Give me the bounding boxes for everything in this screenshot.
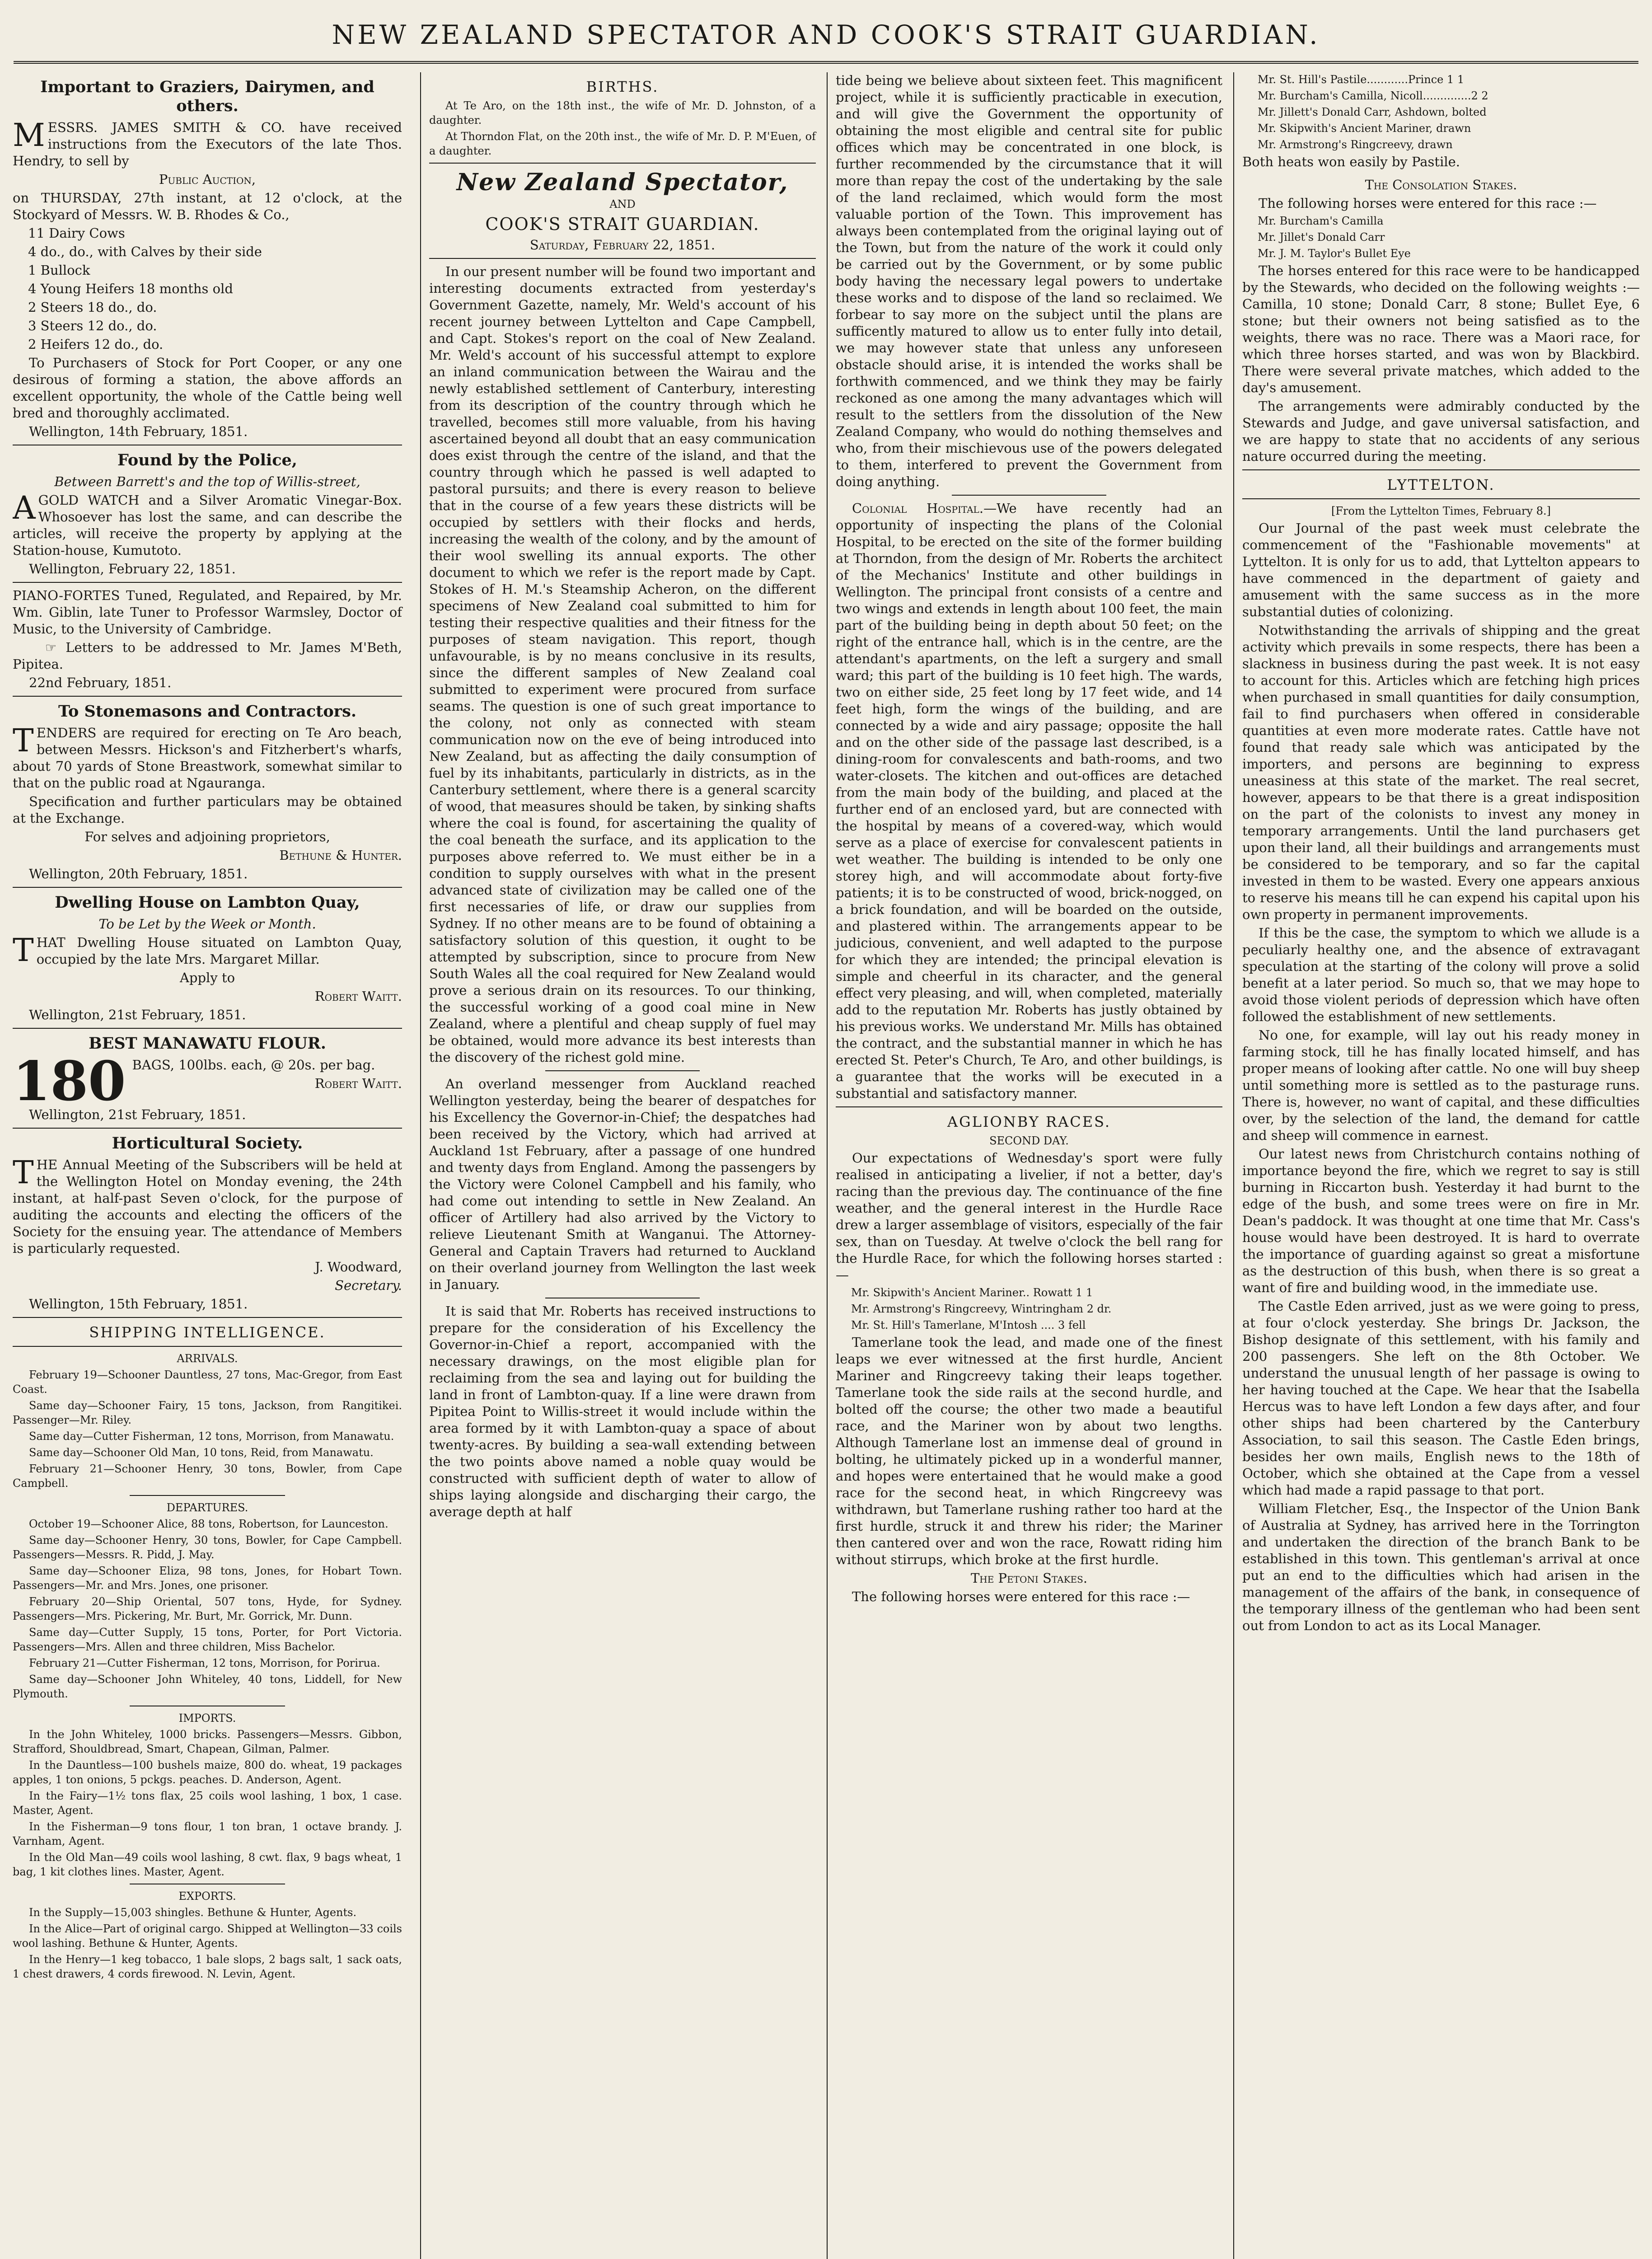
import-item: In the Fisherman—9 tons flour, 1 ton bran, 1 octave brandy. J. Varnham, Agent. xyxy=(13,1820,402,1847)
races-para: The arrangements were admirably conducted by the Stewards and Judge, and gave universal satisfaction, and we are happy to state that no accidents of any serious nature occurred during the meeting. xyxy=(1242,398,1640,464)
arrival-item: Same day—Cutter Fisherman, 12 tons, Morrison, from Manawatu. xyxy=(29,1430,394,1443)
departure-item: Same day—Schooner Eliza, 98 tons, Jones, for Hobart Town. Passengers—Mr. and Mrs. Jones, one prisoner. xyxy=(13,1565,402,1592)
consolation-item: Mr. Jillet's Donald Carr xyxy=(1258,231,1385,244)
ad-graziers-date: Wellington, 14th February, 1851. xyxy=(29,424,248,439)
editorial-para: An overland messenger from Auckland reached Wellington yesterday, being the bearer of despatches for his Excellency the Governor-in-Chief; the despatches had been received by the Victory, which had arrived at Auckland 1st February, after a passage of one hundred and twenty days from England. Among the passengers by the Victory were Colonel Campbell and his family, who had come out intending to settle in New Zealand. An officer of Artillery had also arrived by the Victory to relieve Lieutenant Smith at Wanganui. The Attorney-General and Captain Travers had returned to Auckland on their overland journey from Wellington the last week in January. xyxy=(429,1076,816,1292)
editorial-para: It is said that Mr. Roberts has received instructions to prepare for the consideration of his Excellency the Governor-in-Chief a report, accompanied with the necessary drawings, on the most eligible plan for reclaiming from the sea and laying out for building the land in front of Lambton-quay. If a line were drawn from Pipitea Point to Willis-street it would include within the area formed by it with Lambton-quay a space of about twenty-acres. By building a sea-wall extending between the two points above named a noble quay would be constructed with sufficient depth of water to allow of ships laying alongside and discharging their cargo, the average depth at half xyxy=(429,1303,816,1519)
petoni-heading: The Petoni Stakes. xyxy=(970,1570,1088,1586)
ad-police-date: Wellington, February 22, 1851. xyxy=(29,561,236,576)
ad-horticultural-body: THE Annual Meeting of the Subscribers will be held at the Wellington Hotel on Monday evening, the 24th instant, at half-past Seven o'clock, for the purpose of auditing the accounts and electing the officers of the Society for the ensuing year. The attendance of Members is particularly requested. xyxy=(13,1154,402,1256)
ad-horticultural-role: Secretary. xyxy=(335,1278,402,1293)
ad-stonemasons-body3: For selves and adjoining proprietors, xyxy=(84,829,330,844)
lyttelton-para: William Fletcher, Esq., the Inspector of the Union Bank of Australia at Sydney, has arrived here in the Torrington and undertaken the direction of the branch Bank to be established in this town. This gentleman's arrival at once put an end to the difficulties which had arisen in the management of the affairs of the bank, in consequence of the temporary illness of the gentleman who had been sent out from London to act as its Local Manager. xyxy=(1242,1501,1640,1633)
imports-heading: IMPORTS. xyxy=(178,1712,236,1725)
masthead-rule xyxy=(14,61,1638,64)
lyttelton-para: If this be the case, the symptom to which we allude is a peculiarly healthy one, and the absence of extravagant speculation at the starting of the colony will prove a solid benefit at a later period. So much so, that we may hope to avoid those violent periods of depression which have often followed the establishment of new settlements. xyxy=(1242,925,1640,1024)
stock-item: 3 Steers 12 do., do. xyxy=(28,318,157,333)
ad-horticultural-date: Wellington, 15th February, 1851. xyxy=(29,1296,248,1312)
ad-horticultural-sign: J. Woodward, xyxy=(315,1259,402,1275)
ad-piano-letters: ☞ Letters to be addressed to Mr. James M'Beth, Pipitea. xyxy=(13,640,402,672)
races-para: The following horses were entered for this race :— xyxy=(852,1589,1190,1604)
ad-dwelling-sign: Robert Waitt. xyxy=(314,989,402,1004)
exports-heading: EXPORTS. xyxy=(178,1890,236,1903)
import-item: In the Dauntless—100 bushels maize, 800 do. wheat, 19 packages apples, 1 ton onions, 5 pckgs. peaches. D. Anderson, Agent. xyxy=(13,1759,402,1786)
arrival-item: February 19—Schooner Dauntless, 27 tons, Mac-Gregor, from East Coast. xyxy=(13,1369,402,1396)
stock-item: 4 Young Heifers 18 months old xyxy=(28,281,233,296)
ad-horticultural-heading: Horticultural Society. xyxy=(112,1134,303,1153)
hospital-para: Colonial Hospital.—We have recently had an opportunity of inspecting the plans of the Colonial Hospital, to be erected on the site of the former building at Thorndon, from the design of Mr. Roberts the architect of the Mechanics' Institute and other buildings in Wellington. The principal front consists of a centre and two wings and extends in length about 100 feet, the main part of the building being in depth about 50 feet; on the right of the entrance hall, which is in the centre, are the attendant's apartments, on the left a surgery and small ward; this part of the building is 10 feet high. The wards, two on either side, 25 feet long by 17 feet wide, and 14 feet high, form the wings of the building, and are connected by a wide and airy passage; opposite the hall and on the other side of the passage last described, is a dining-room for convalescents and bath-rooms, and two water-closets. The kitchen and out-offices are detached from the main body of the building, and placed at the further end of an enclosed yard, but are connected with the hospital by means of a covered-way, which would serve as a place of exercise for convalescent patients in wet weather. The building is intended to be only one storey high, and will accommodate about forty-five patients; it is to be constructed of wood, brick-nogged, on a brick foundation, and will be boarded on the outside, and plastered within. The arrangements appear to be judicious, convenient, and well adapted to the purpose for which they are intended; the principal elevation is simple and cheerful in its character, and the general effect very pleasing, and will, when completed, materially add to the reputation Mr. Roberts has justly obtained by his previous works. We understand Mr. Mills has obtained the contract, and the substantial manner in which he has erected St. Peter's Church, Te Aro, and other buildings, is a guarantee that the works will be executed in a substantial and satisfactory manner. xyxy=(836,501,1223,1101)
ad-dwelling-apply: Apply to xyxy=(179,970,235,985)
hurdle-starters xyxy=(836,1285,1222,1332)
consolation-intro: The following horses were entered for this race :— xyxy=(1259,196,1597,211)
races-para: Our expectations of Wednesday's sport were fully realised in anticipating a livelier, if not a better, day's racing than the previous day. The continuance of the fine weather, and the general interest in the Hurdle Race drew a larger assemblage of visitors, especially of the fair sex, than on Tuesday. At twelve o'clock the bell rang for the Hurdle Race, for which the following horses started :— xyxy=(836,1150,1222,1283)
column-2 xyxy=(420,72,824,2259)
column-4 xyxy=(1233,72,1640,2259)
divider xyxy=(836,1106,1222,1107)
pointing-hand-icon: ☞ xyxy=(45,640,57,655)
consolation-item: Mr. J. M. Taylor's Bullet Eye xyxy=(1258,247,1411,260)
divider xyxy=(1242,498,1640,499)
divider xyxy=(429,258,816,259)
divider xyxy=(13,1128,402,1129)
import-item: In the Fairy—1½ tons flax, 25 coils wool lashing, 1 box, 1 case. Master, Agent. xyxy=(13,1790,402,1817)
birth-notice: At Te Aro, on the 18th inst., the wife of Mr. D. Johnston, of a daughter. xyxy=(429,99,816,127)
departure-item: February 21—Cutter Fisherman, 12 tons, Morrison, for Porirua. xyxy=(29,1657,380,1669)
import-item: In the John Whiteley, 1000 bricks. Passengers—Messrs. Gibbon, Strafford, Shouldbread, Smart, Chapean, Gilman, Palmer. xyxy=(13,1728,402,1755)
editorial-para: tide being we believe about sixteen feet. This magnificent project, while it is sufficiently practicable in execution, and will give the Government the opportunity of obtaining the most eligible and central site for public offices which may be concentrated in one block, is further recommended by the circumstance that it will more than repay the cost of the undertaking by the sale of the land reclaimed, which would form the most valuable portion of the Town. This improvement has always been contemplated from the original laying out of the Town, but from the nature of the work it could only be carried out by the Government, or by some public body having the necessary legal powers to undertake these works and to dispose of the land so reclaimed. We forbear to say more on the subject until the plans are sufficently matured to allow us to enter fully into detail, we may however state that unless any unforeseen obstacle should arise, it is intended the works shall be forthwith commenced, and we think they may be fairly reckoned as one among the many advantages which will result to the settlers from the dissolution of the New Zealand Company, who would do nothing themselves and who, from their mischievous use of the powers delegated to them, interfered to prevent the Government from doing anything. xyxy=(836,73,1222,489)
divider xyxy=(952,495,1106,496)
import-item: In the Old Man—49 coils wool lashing, 8 cwt. flax, 9 bags wheat, 1 bag, 1 kit clothes lines. Master, Agent. xyxy=(13,1851,402,1878)
departures-heading: DEPARTURES. xyxy=(166,1501,248,1514)
stock-item: 11 Dairy Cows xyxy=(28,225,125,241)
consolation-list xyxy=(1242,214,1640,261)
arrivals-list xyxy=(13,1368,402,1490)
export-item: In the Supply—15,003 shingles. Bethune & Hunter, Agents. xyxy=(29,1906,357,1919)
starter-item: Mr. St. Hill's Tamerlane, M'Intosh .... 3 fell xyxy=(851,1319,1086,1331)
arrivals-heading: ARRIVALS. xyxy=(177,1352,238,1365)
dateline: Saturday, February 22, 1851. xyxy=(529,237,716,253)
ad-police-body: AGOLD WATCH and a Silver Aromatic Vinegar-Box. Whosoever has lost the same, and can describe the articles, will receive the property by applying at the Station-house, Kumutoto. xyxy=(13,489,402,558)
stock-item: 2 Steers 18 do., do. xyxy=(28,300,157,315)
divider xyxy=(13,1317,402,1318)
ad-dwelling-body: THAT Dwelling House situated on Lambton Quay, occupied by the late Mrs. Margaret Millar. xyxy=(13,932,402,969)
paper-title-and: AND xyxy=(609,198,636,211)
ad-dwelling-heading: Dwelling House on Lambton Quay, xyxy=(55,893,360,912)
ad-stonemasons-heading: To Stonemasons and Contractors. xyxy=(58,702,357,721)
ad-dwelling-sub: To be Let by the Week or Month. xyxy=(98,916,316,932)
starter-item: Mr. Skipwith's Ancient Mariner.. Rowatt 1 1 xyxy=(851,1286,1093,1299)
ad-piano-body: PIANO-FORTES Tuned, Regulated, and Repaired, by Mr. Wm. Giblin, late Tuner to Professor Warmsley, Doctor of Music, to the University of Cambridge. xyxy=(13,588,402,637)
lyttelton-para: Our latest news from Christchurch contains nothing of importance beyond the fire, which we regret to say is still burning in Riccarton bush. Yesterday it had burnt to the edge of the bush, and some trees were on fire in Mr. Dean's paddock. It was thought at one time that Mr. Cass's house would have been destroyed. It is hard to overrate the importance of guarding against so great a misfortune as the destruction of this bush, when there is so great a want of fire and building wood, in the immediate use. xyxy=(1242,1146,1640,1295)
ad-graziers-stock-list xyxy=(13,225,402,353)
divider xyxy=(13,696,402,697)
petoni-item: Mr. Skipwith's Ancient Mariner, drawn xyxy=(1258,122,1471,135)
ad-graziers-tail: To Purchasers of Stock for Port Cooper, or any one desirous of forming a station, the above affords an excellent opportunity, the whole of the Cattle being well bred and thoroughly acclimated. xyxy=(13,355,402,421)
ad-stonemasons-sign: Bethune & Hunter. xyxy=(279,848,402,863)
ad-flour-heading: BEST MANAWATU FLOUR. xyxy=(89,1034,326,1053)
export-item: In the Alice—Part of original cargo. Shipped at Wellington—33 coils wool lashing. Bethune & Hunter, Agents. xyxy=(13,1922,402,1950)
petoni-item: Mr. St. Hill's Pastile............Prince 1 1 xyxy=(1258,73,1465,86)
races-second-day: SECOND DAY. xyxy=(989,1134,1069,1147)
ad-graziers-body: MESSRS. JAMES SMITH & CO. have received instructions from the Executors of the late Thos. Hendry, to sell by xyxy=(13,117,402,169)
divider xyxy=(1242,469,1640,470)
exports-list xyxy=(13,1905,402,1981)
divider xyxy=(13,887,402,888)
arrival-item: Same day—Schooner Old Man, 10 tons, Reid, from Manawatu. xyxy=(29,1446,374,1459)
consolation-heading: The Consolation Stakes. xyxy=(1365,177,1517,192)
ad-police-sub: Between Barrett's and the top of Willis-street, xyxy=(54,474,360,489)
ad-dwelling-date: Wellington, 21st February, 1851. xyxy=(29,1007,246,1022)
ad-stonemasons-body: TENDERS are required for erecting on Te Aro beach, between Messrs. Hickson's and Fitzherbert's wharfs, about 70 yards of Stone Breastwork, somewhat similar to that on the public road at Ngauranga. xyxy=(13,722,402,791)
starter-item: Mr. Armstrong's Ringcreevy, Wintringham 2 dr. xyxy=(851,1303,1112,1315)
petoni-item: Mr. Jillett's Donald Carr, Ashdown, bolted xyxy=(1258,106,1487,118)
ad-flour-date: Wellington, 21st February, 1851. xyxy=(29,1107,246,1122)
column-3 xyxy=(827,72,1231,2259)
petoni-result: Both heats won easily by Pastile. xyxy=(1242,154,1460,169)
departure-item: February 20—Ship Oriental, 507 tons, Hyde, for Sydney. Passengers—Mrs. Pickering, Mr. Burt, Mr. Gorrick, Mr. Dunn. xyxy=(13,1595,402,1622)
lyttelton-para: Our Journal of the past week must celebrate the commencement of the "Fashionable movements" at Lyttelton. It is only for us to add, that Lyttelton appears to have commenced in the department of gaiety and amusement with the same success as in the more substantial duties of colonizing. xyxy=(1242,520,1640,619)
departures-list xyxy=(13,1517,402,1701)
lyttelton-para: The Castle Eden arrived, just as we were going to press, at four o'clock yesterday. She brings Dr. Jackson, the Bishop designate of this settlement, with his family and 200 passengers. She left on the 8th October. We understand the unusual length of her passage is owing to her having touched at the Cape. We hear that the Isabella Hercus was to have left London a few days after, and four other ships had been chartered by the Canterbury Association, to sail this season. The Castle Eden brings, besides her own mails, English news to the 18th of October, which she obtained at the Cape from a vessel which had made a rapid passage to that port. xyxy=(1242,1298,1640,1498)
ad-stonemasons-date: Wellington, 20th February, 1851. xyxy=(29,866,248,881)
ad-piano-date: 22nd February, 1851. xyxy=(29,675,172,690)
ad-police-heading: Found by the Police, xyxy=(117,451,297,469)
birth-notice: At Thorndon Flat, on the 20th inst., the wife of Mr. D. P. M'Euen, of a daughter. xyxy=(429,130,816,157)
ad-stonemasons-body2: Specification and further particulars may be obtained at the Exchange. xyxy=(13,794,402,826)
divider xyxy=(545,1070,700,1071)
divider xyxy=(130,1495,285,1496)
ad-graziers-auction: Public Auction, xyxy=(159,172,256,187)
lyttelton-para: Notwithstanding the arrivals of shipping and the great activity which prevails in some respects, there has been a slackness in business during the past week. It is not easy to account for this. Articles which are fetching high prices when purchased in small quantities for daily consumption, fail to find purchasers when offered in considerable quantities at even more moderate rates. Cattle have not found that ready sale which was anticipated by the importers, and persons are beginning to express uneasiness at this state of the market. The real secret, however, appears to be that there is a great indisposition on the part of the colonists to invest any money in temporary arrangements. Until the land purchasers get upon their land, all their buildings and arrangements must be considered to be temporary, and so far the capital invested in them to be wasted. Every one appears anxious to reserve his means till he can expend his capital upon his own property in permanent improvements. xyxy=(1242,623,1640,922)
consolation-item: Mr. Burcham's Camilla xyxy=(1258,215,1384,227)
departure-item: Same day—Schooner John Whiteley, 40 tons, Liddell, for New Plymouth. xyxy=(13,1673,402,1700)
imports-list xyxy=(13,1727,402,1879)
arrival-item: February 21—Schooner Henry, 30 tons, Bowler, from Cape Campbell. xyxy=(13,1462,402,1490)
divider xyxy=(13,582,402,583)
lyttelton-heading: LYTTELTON. xyxy=(1387,476,1495,493)
petoni-item: Mr. Armstrong's Ringcreevy, drawn xyxy=(1258,138,1453,151)
editorial-para: In our present number will be found two important and interesting documents extracted from yesterday's Government Gazette, namely, Mr. Weld's account of his recent journey between Lyttelton and Cape Campbell, and Capt. Stokes's report on the coal of New Zealand. Mr. Weld's account of his successful attempt to explore an inland communication between the Wairau and the newly established settlement of Canterbury, interesting from its description of the country through which he travelled, becomes still more valuable, from his having ascertained beyond all doubt that an easy communication does exist through the centre of the island, and that the country through which he passed is well adapted to pastoral pursuits; and there is every reason to believe that in the course of a few years these districts will be occupied by settlers with their flocks and herds, increasing the wealth of the colony, and by the amount of their wool swelling its annual exports. The other document to which we refer is the report made by Capt. Stokes of H. M.'s Steamship Acheron, on the different specimens of New Zealand coal submitted to him for testing their respective qualities and their fitness for the purposes of steam navigation. This report, though unfavourable, is by no means conclusive in its results, since the different samples of New Zealand coal submitted to experiment were procured from surface seams. The question is one of such great importance to the colony, not only as connected with steam communication now on the eve of being introduced into New Zealand, but as affecting the daily consumption of fuel by its inhabitants, particularly in districts, as in the Canterbury settlement, where there is a general scarcity of wood, that measures should be taken, by sinking shafts where the coal is found, for ascertaining the quality of the coal beneath the surface, and its application to the purposes above referred to. We must either be in a condition to supply ourselves with what in the present advanced state of civilization may be called one of the first necessaries of life, or draw our supplies from Sydney. If no other means are to be found of obtaining a satisfactory solution of this question, it ought to be attempted by subscription, since to procure from New South Wales all the coal required for New Zealand would prove a serious drain on its resources. To our thinking, the successful working of a good coal mine in New Zealand, where a plentiful and cheap supply of fuel may be obtained, would more advance its best interests than the discovery of the richest gold mine. xyxy=(429,264,816,1065)
arrival-item: Same day—Schooner Fairy, 15 tons, Jackson, from Rangitikei. Passenger—Mr. Riley. xyxy=(13,1399,402,1426)
departure-item: Same day—Schooner Henry, 30 tons, Bowler, for Cape Campbell. Passengers—Messrs. R. Pidd, J. May. xyxy=(13,1534,402,1561)
ad-graziers-when: on THURSDAY, 27th instant, at 12 o'clock, at the Stockyard of Messrs. W. B. Rhodes & Co., xyxy=(13,190,402,222)
masthead: NEW ZEALAND SPECTATOR AND COOK'S STRAIT GUARDIAN. xyxy=(332,19,1320,50)
stock-item: 1 Bullock xyxy=(28,262,90,278)
divider xyxy=(13,1346,402,1347)
divider xyxy=(13,1028,402,1029)
departure-item: October 19—Schooner Alice, 88 tons, Robertson, for Launceston. xyxy=(29,1518,388,1530)
departure-item: Same day—Cutter Supply, 15 tons, Porter, for Port Victoria. Passengers—Mrs. Allen and three children, Miss Bachelor. xyxy=(13,1626,402,1653)
ad-flour-body: 180 BAGS, 100lbs. each, @ 20s. per bag. xyxy=(13,1050,375,1113)
ad-graziers-heading: Important to Graziers, Dairymen, and others. xyxy=(40,78,374,115)
paper-subtitle: COOK'S STRAIT GUARDIAN. xyxy=(485,214,760,234)
petoni-list xyxy=(1242,72,1640,152)
ad-flour-sign: Robert Waitt. xyxy=(314,1076,402,1091)
lyttelton-source: [From the Lyttelton Times, February 8.] xyxy=(1331,505,1551,517)
paper-title: New Zealand Spectator, xyxy=(456,169,789,196)
column-1 xyxy=(13,72,410,2259)
export-item: In the Henry—1 keg tobacco, 1 bale slops, 2 bags salt, 1 sack oats, 1 chest drawers, 4 cords firewood. N. Levin, Agent. xyxy=(13,1953,402,1980)
stock-item: 4 do., do., with Calves by their side xyxy=(28,244,262,259)
shipping-heading: SHIPPING INTELLIGENCE. xyxy=(89,1324,326,1341)
races-para: The horses entered for this race were to be handicapped by the Stewards, who decided on the following weights :—Camilla, 10 stone; Donald Carr, 8 stone; Bullet Eye, 6 stone; but their owners not being satisfied as to the weights, there was no race. There was a Maori race, for which three horses started, and was won by Blackbird. There were several private matches, which added to the day's amusement. xyxy=(1242,263,1640,395)
ad-flour-number: 180 xyxy=(13,1050,126,1113)
races-heading: AGLIONBY RACES. xyxy=(947,1113,1111,1130)
divider xyxy=(429,163,816,164)
races-para: Tamerlane took the lead, and made one of the finest leaps we ever witnessed at the first hurdle, Ancient Mariner and Ringcreevy taking their leaps together. Tamerlane took the side rails at the second hurdle, and bolted off the course; the other two made a beautiful race, and the Mariner won by about two lengths. Although Tamerlane lost an immense deal of ground in bolting, he ultimately picked up in a wonderful manner, and hopes were entertained that he would make a good race for the second heat, in which Ringcreevy was withdrawn, but Tamerlane rushing rather too hard at the first hurdle, struck it and threw his rider; the Mariner then cantered over and won the race, Rowatt riding him without stirrups, which broke at the first hurdle. xyxy=(836,1335,1222,1567)
births-heading: BIRTHS. xyxy=(586,78,659,95)
stock-item: 2 Heifers 12 do., do. xyxy=(28,337,164,352)
lyttelton-para: No one, for example, will lay out his ready money in farming stock, till he has finally located himself, and has proper means of looking after cattle. No one will buy sheep until something more is settled as to the pasturage runs. There is, however, no want of capital, and these difficulties over, by the selection of the land, the demand for cattle and sheep will commence in earnest. xyxy=(1242,1027,1640,1143)
petoni-item: Mr. Burcham's Camilla, Nicoll..............2 2 xyxy=(1258,89,1488,102)
